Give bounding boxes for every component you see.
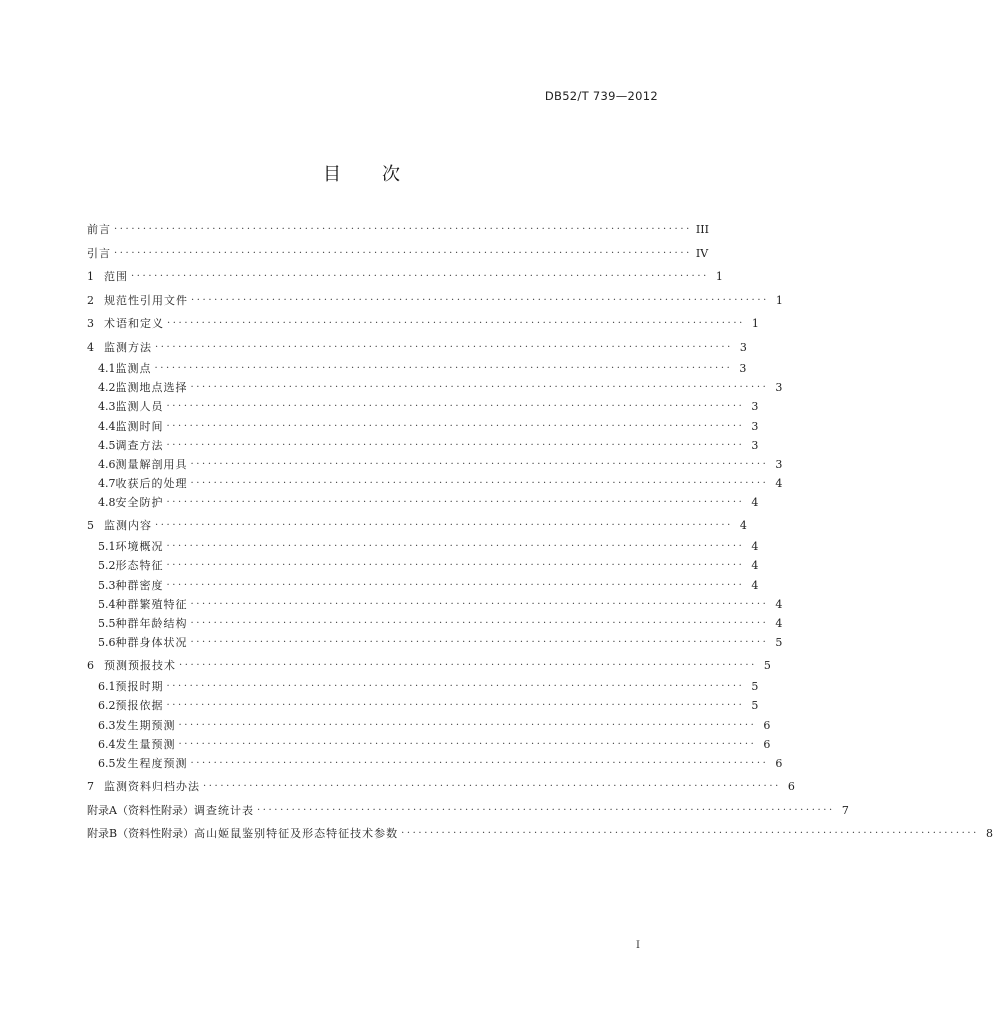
- toc-entry-number: 5.4: [98, 597, 116, 611]
- toc-dot-leader: ····································································································: [190, 458, 769, 470]
- toc-entry[interactable]: [87, 360, 747, 378]
- toc-dot-leader: ····································································································: [256, 804, 835, 816]
- toc-entry-title: 监测时间: [115, 419, 164, 433]
- toc-entry-page: 4: [751, 496, 759, 510]
- toc-entry-number: 6.3: [98, 718, 116, 732]
- toc-entry-title: 监测地点选择: [115, 381, 188, 395]
- toc-entry[interactable]: [87, 717, 771, 735]
- toc-entry[interactable]: [87, 315, 759, 333]
- toc-entry-number: 2: [87, 293, 94, 307]
- toc-entry-page: 5: [763, 659, 771, 673]
- toc-dot-leader: ····································································································: [166, 700, 745, 712]
- toc-dot-leader: ····································································································: [166, 560, 745, 572]
- toc-dot-leader: ····································································································: [167, 318, 745, 330]
- toc-entry-title: 高山姬鼠鉴别特征及形态特征技术参数: [194, 827, 399, 841]
- toc-entry-page: 4: [751, 540, 759, 554]
- toc-entry-number: 4.5: [98, 438, 116, 452]
- toc-entry[interactable]: [87, 778, 795, 796]
- toc-dot-leader: ····································································································: [114, 224, 692, 235]
- toc-dot-leader: ····································································································: [179, 660, 757, 672]
- toc-entry-page: 4: [751, 578, 759, 592]
- title-char-2: 次: [382, 164, 401, 185]
- toc-entry-page: 6: [787, 779, 795, 793]
- toc-dot-leader: ····································································································: [166, 420, 745, 432]
- toc-entry[interactable]: [87, 517, 747, 535]
- toc-dot-leader: ····································································································: [190, 757, 769, 769]
- toc-entry[interactable]: [87, 268, 723, 286]
- toc-dot-leader: ····································································································: [190, 637, 769, 649]
- toc-entry[interactable]: [87, 494, 759, 512]
- toc-entry-title: 预报依据: [115, 699, 164, 713]
- toc-entry-title: 安全防护: [115, 496, 164, 510]
- toc-entry-title: 监测人员: [115, 400, 164, 414]
- toc-entry-page: 1: [751, 317, 759, 331]
- toc-entry-page: 5: [751, 699, 759, 713]
- toc-entry-number: 4.4: [98, 419, 116, 433]
- toc-entry-title: 种群身体状况: [115, 636, 188, 650]
- toc-dot-leader: ····································································································: [114, 247, 692, 259]
- toc-dot-leader: ····································································································: [166, 579, 745, 591]
- toc-entry-number: 3: [87, 317, 94, 331]
- toc-entry-number: 6.5: [98, 756, 116, 770]
- toc-entry-number: 6.2: [98, 699, 116, 713]
- toc-entry-page: 1: [715, 270, 723, 284]
- toc-entry-page: 3: [775, 457, 783, 471]
- toc-entry-number: 1: [87, 270, 94, 284]
- toc-entry[interactable]: [87, 755, 783, 773]
- toc-entry-title: 调查方法: [115, 438, 164, 452]
- toc-entry[interactable]: [87, 736, 771, 754]
- toc-dot-leader: ····································································································: [190, 618, 769, 630]
- toc-entry-page: 6: [763, 737, 771, 751]
- toc-entry-title: 监测方法: [104, 340, 152, 354]
- toc-entry-page: 3: [775, 381, 783, 395]
- toc-entry-title: 环境概况: [115, 540, 164, 554]
- toc-entry-title: 形态特征: [115, 559, 164, 573]
- toc-dot-leader: ····································································································: [131, 271, 709, 283]
- toc-entry[interactable]: [87, 245, 709, 263]
- toc-entry[interactable]: [87, 802, 849, 820]
- toc-entry-title: 引言: [87, 246, 111, 260]
- toc-entry-number: 6: [87, 659, 94, 673]
- toc-dot-leader: ····································································································: [166, 439, 745, 451]
- toc-entry-title: 术语和定义: [104, 317, 164, 331]
- toc-entry[interactable]: [87, 379, 783, 397]
- toc-dot-leader: ····································································································: [178, 738, 757, 750]
- toc-entry-title: 种群年龄结构: [115, 617, 188, 631]
- toc-entry-title: 规范性引用文件: [104, 293, 188, 307]
- toc-entry[interactable]: [87, 615, 783, 633]
- title-char-1: 目: [323, 164, 342, 185]
- toc-entry-title: 前言: [87, 223, 111, 236]
- toc-entry[interactable]: [87, 418, 759, 436]
- toc-entry-page: 3: [751, 400, 759, 414]
- toc-entry[interactable]: [87, 221, 709, 239]
- toc-entry-number: 5.5: [98, 617, 116, 631]
- toc-entry-number: 5.6: [98, 636, 116, 650]
- toc-entry-number: 5.3: [98, 578, 116, 592]
- toc-entry-page: 4: [775, 617, 783, 631]
- toc-entry-title: 预报时期: [115, 680, 164, 694]
- toc-entry-number: 4.2: [98, 381, 116, 395]
- toc-dot-leader: ····································································································: [190, 598, 769, 610]
- toc-dot-leader: ····································································································: [166, 401, 745, 413]
- toc-entry-page: 4: [739, 519, 747, 533]
- toc-dot-leader: ····································································································: [166, 681, 745, 693]
- toc-entry[interactable]: [87, 398, 759, 416]
- toc-entry-number: 4.7: [98, 477, 116, 491]
- toc-entry[interactable]: [87, 456, 783, 474]
- page-title: [0, 160, 724, 186]
- toc-dot-leader: ····································································································: [190, 478, 769, 490]
- toc-entry-title: 监测点: [115, 361, 152, 375]
- toc-entry[interactable]: [87, 596, 783, 614]
- toc-entry-number: 4.3: [98, 400, 116, 414]
- table-of-contents: [87, 221, 993, 849]
- toc-entry-page: 6: [763, 718, 771, 732]
- toc-entry[interactable]: [87, 678, 759, 696]
- toc-entry-number: 5: [87, 519, 94, 533]
- toc-entry[interactable]: [87, 538, 759, 556]
- toc-entry-title: 预测预报技术: [104, 659, 176, 673]
- toc-entry-page: 5: [751, 680, 759, 694]
- toc-dot-leader: ····································································································: [190, 382, 769, 394]
- toc-entry-number: 6.4: [98, 737, 116, 751]
- toc-entry-title: 调查统计表: [193, 803, 254, 817]
- toc-entry[interactable]: [87, 437, 759, 455]
- toc-entry-number: 4.6: [98, 457, 116, 471]
- toc-entry-page: 6: [775, 756, 783, 770]
- toc-entry-number: 7: [87, 779, 94, 793]
- toc-entry-title: 发生量预测: [115, 737, 176, 751]
- toc-entry-page: 5: [775, 636, 783, 650]
- toc-entry-number: 5.1: [98, 540, 116, 554]
- toc-entry-title: 发生期预测: [115, 718, 176, 732]
- toc-dot-leader: ····································································································: [191, 294, 769, 306]
- toc-entry-number: 4.8: [98, 496, 116, 510]
- toc-dot-leader: ····································································································: [178, 719, 757, 731]
- toc-dot-leader: ····································································································: [155, 341, 733, 353]
- toc-entry-title: 测量解剖用具: [115, 457, 188, 471]
- toc-dot-leader: ····································································································: [155, 520, 733, 532]
- toc-entry-number: 附录B（资料性附录）: [87, 827, 195, 841]
- toc-entry-page: 3: [739, 361, 747, 375]
- toc-entry-page: 3: [739, 340, 747, 354]
- toc-entry-page: 1: [775, 293, 783, 307]
- toc-entry-title: 收获后的处理: [115, 477, 188, 491]
- standard-code: DB52/T 739—2012: [544, 89, 658, 103]
- toc-entry-page: IV: [695, 246, 709, 260]
- toc-entry-page: III: [695, 223, 709, 236]
- toc-entry-page: 4: [775, 477, 783, 491]
- toc-dot-leader: ····································································································: [203, 780, 781, 792]
- toc-dot-leader: ····································································································: [166, 497, 745, 509]
- toc-entry[interactable]: [87, 577, 759, 595]
- toc-entry-number: 4: [87, 340, 94, 354]
- toc-entry[interactable]: [87, 697, 759, 715]
- toc-entry-page: 4: [775, 597, 783, 611]
- toc-entry-number: 附录A（资料性附录）: [87, 803, 194, 817]
- toc-entry-page: 4: [751, 559, 759, 573]
- toc-dot-leader: ····································································································: [166, 541, 745, 553]
- toc-entry[interactable]: [87, 292, 783, 310]
- toc-entry-number: 4.1: [98, 361, 116, 375]
- toc-entry[interactable]: [87, 634, 783, 652]
- toc-entry-number: 6.1: [98, 680, 116, 694]
- toc-entry-title: 范围: [104, 270, 128, 284]
- toc-entry-title: 种群密度: [115, 578, 164, 592]
- toc-entry-title: 监测内容: [104, 519, 152, 533]
- page-number: I: [636, 940, 640, 951]
- toc-entry-page: 3: [751, 419, 759, 433]
- toc-entry-page: 3: [751, 438, 759, 452]
- toc-entry[interactable]: [87, 657, 771, 675]
- toc-entry-number: 5.2: [98, 559, 116, 573]
- toc-entry-page: 7: [841, 803, 849, 817]
- toc-entry[interactable]: [87, 825, 993, 843]
- toc-entry[interactable]: [87, 339, 747, 357]
- toc-dot-leader: ····································································································: [401, 828, 979, 840]
- toc-entry[interactable]: [87, 475, 783, 493]
- toc-entry-title: 发生程度预测: [115, 756, 188, 770]
- toc-entry[interactable]: [87, 557, 759, 575]
- toc-dot-leader: ····································································································: [154, 362, 733, 374]
- toc-entry-title: 监测资料归档办法: [104, 779, 200, 793]
- toc-entry-title: 种群繁殖特征: [115, 597, 188, 611]
- toc-entry-page: 8: [985, 827, 993, 841]
